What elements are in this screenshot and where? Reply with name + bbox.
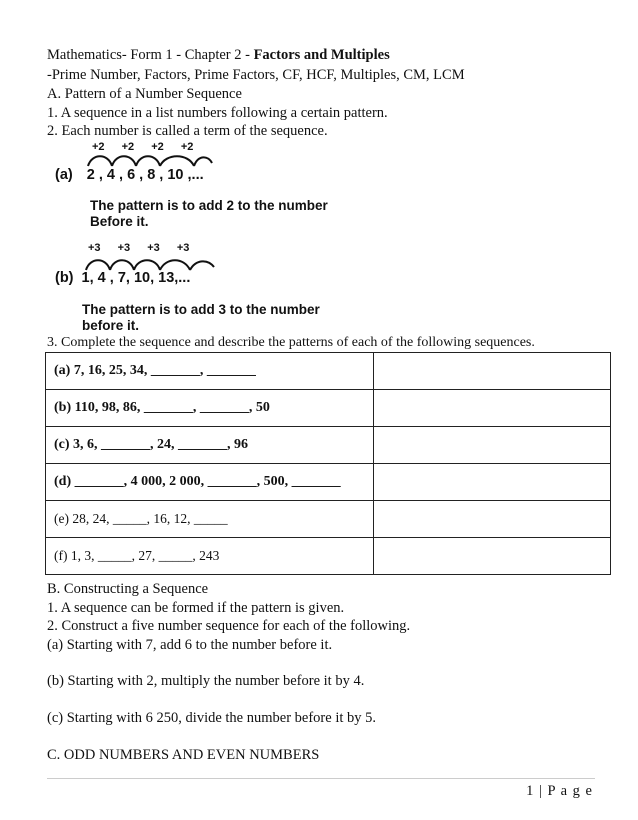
sequence-question: (e) 28, 24, _____, 16, 12, _____ <box>46 501 374 538</box>
table-row <box>46 501 611 538</box>
step-label: +3 <box>88 242 101 254</box>
step-arc <box>136 156 160 166</box>
step-arc <box>190 261 214 270</box>
sequence-question: (c) 3, 6, _______, 24, _______, 96 <box>46 427 374 464</box>
section-a-point-2: 2. Each number is called a term of the sequence. <box>47 123 328 139</box>
section-a-point-1: 1. A sequence in a list numbers following a certain pattern. <box>47 105 388 121</box>
example-a-pattern-1: The pattern is to add 2 to the number <box>90 198 328 213</box>
example-a-pattern-2: Before it. <box>90 214 149 229</box>
step-label: +2 <box>180 141 194 153</box>
example-b-arcs <box>80 255 220 271</box>
example-b-label: (b) <box>55 270 74 286</box>
example-b-terms: 1, 4 , 7, 10, 13,... <box>81 270 191 286</box>
pattern-answer-cell[interactable] <box>374 390 611 427</box>
section-b-item-a: (a) Starting with 7, add 6 to the number before it. <box>47 637 333 653</box>
section-b-point-1: 1. A sequence can be formed if the pattern is given. <box>47 600 345 616</box>
table-row <box>46 464 611 501</box>
sequence-question: (d) _______, 4 000, 2 000, _______, 500, _______ <box>46 464 374 501</box>
step-label: +3 <box>176 242 190 254</box>
section-c-heading: C. ODD NUMBERS AND EVEN NUMBERS <box>47 747 320 763</box>
step-arc <box>160 156 194 166</box>
pattern-answer-cell[interactable] <box>374 501 611 538</box>
example-b-steps <box>88 242 189 254</box>
step-arc <box>86 260 110 270</box>
table-row <box>46 353 611 390</box>
exercise-instruction: 3. Complete the sequence and describe the patterns of each of the following sequences. <box>47 335 535 350</box>
step-label: +3 <box>147 242 160 254</box>
step-label: +2 <box>151 141 164 153</box>
step-arc <box>160 260 190 270</box>
title-prefix: Mathematics- Form 1 - Chapter 2 - <box>47 47 254 63</box>
step-label: +2 <box>92 141 105 153</box>
table-row <box>46 390 611 427</box>
sequence-question: (f) 1, 3, _____, 27, _____, 243 <box>46 538 374 575</box>
topics-list: -Prime Number, Factors, Prime Factors, CF, HCF, Multiples, CM, LCM <box>47 67 465 83</box>
example-b-sequence <box>55 270 190 286</box>
pattern-answer-cell[interactable] <box>374 538 611 575</box>
table-row <box>46 427 611 464</box>
step-arc <box>194 157 212 166</box>
worksheet-title <box>47 46 390 64</box>
pattern-answer-cell[interactable] <box>374 427 611 464</box>
example-a-arcs <box>84 151 216 167</box>
section-b-point-2: 2. Construct a five number sequence for each of the following. <box>47 618 411 634</box>
footer-divider <box>47 778 595 779</box>
pattern-answer-cell[interactable] <box>374 353 611 390</box>
example-b-pattern-2: before it. <box>82 318 140 333</box>
page-number: 1 | P a g e <box>526 783 593 799</box>
pattern-answer-cell[interactable] <box>374 464 611 501</box>
step-label: +3 <box>117 242 131 254</box>
sequence-question: (b) 110, 98, 86, _______, _______, 50 <box>46 390 374 427</box>
step-arc <box>110 260 134 270</box>
example-a-terms: 2 , 4 , 6 , 8 , 10 ,... <box>86 167 204 183</box>
step-arc <box>112 156 136 166</box>
section-b-item-c: (c) Starting with 6 250, divide the number before it by 5. <box>47 710 376 726</box>
example-a-label: (a) <box>55 167 73 183</box>
section-b-item-b: (b) Starting with 2, multiply the number before it by 4. <box>47 673 365 689</box>
title-topic: Factors and Multiples <box>253 47 390 63</box>
table-row <box>46 538 611 575</box>
section-a-heading: A. Pattern of a Number Sequence <box>47 86 242 102</box>
section-b-heading: B. Constructing a Sequence <box>47 581 209 597</box>
example-a-sequence <box>55 167 204 183</box>
example-b-pattern-1: The pattern is to add 3 to the number <box>82 302 320 317</box>
exercise-table <box>45 352 611 575</box>
step-arc <box>88 156 112 166</box>
sequence-question: (a) 7, 16, 25, 34, _______, _______ <box>46 353 374 390</box>
step-label: +2 <box>121 141 135 153</box>
step-arc <box>134 260 160 270</box>
